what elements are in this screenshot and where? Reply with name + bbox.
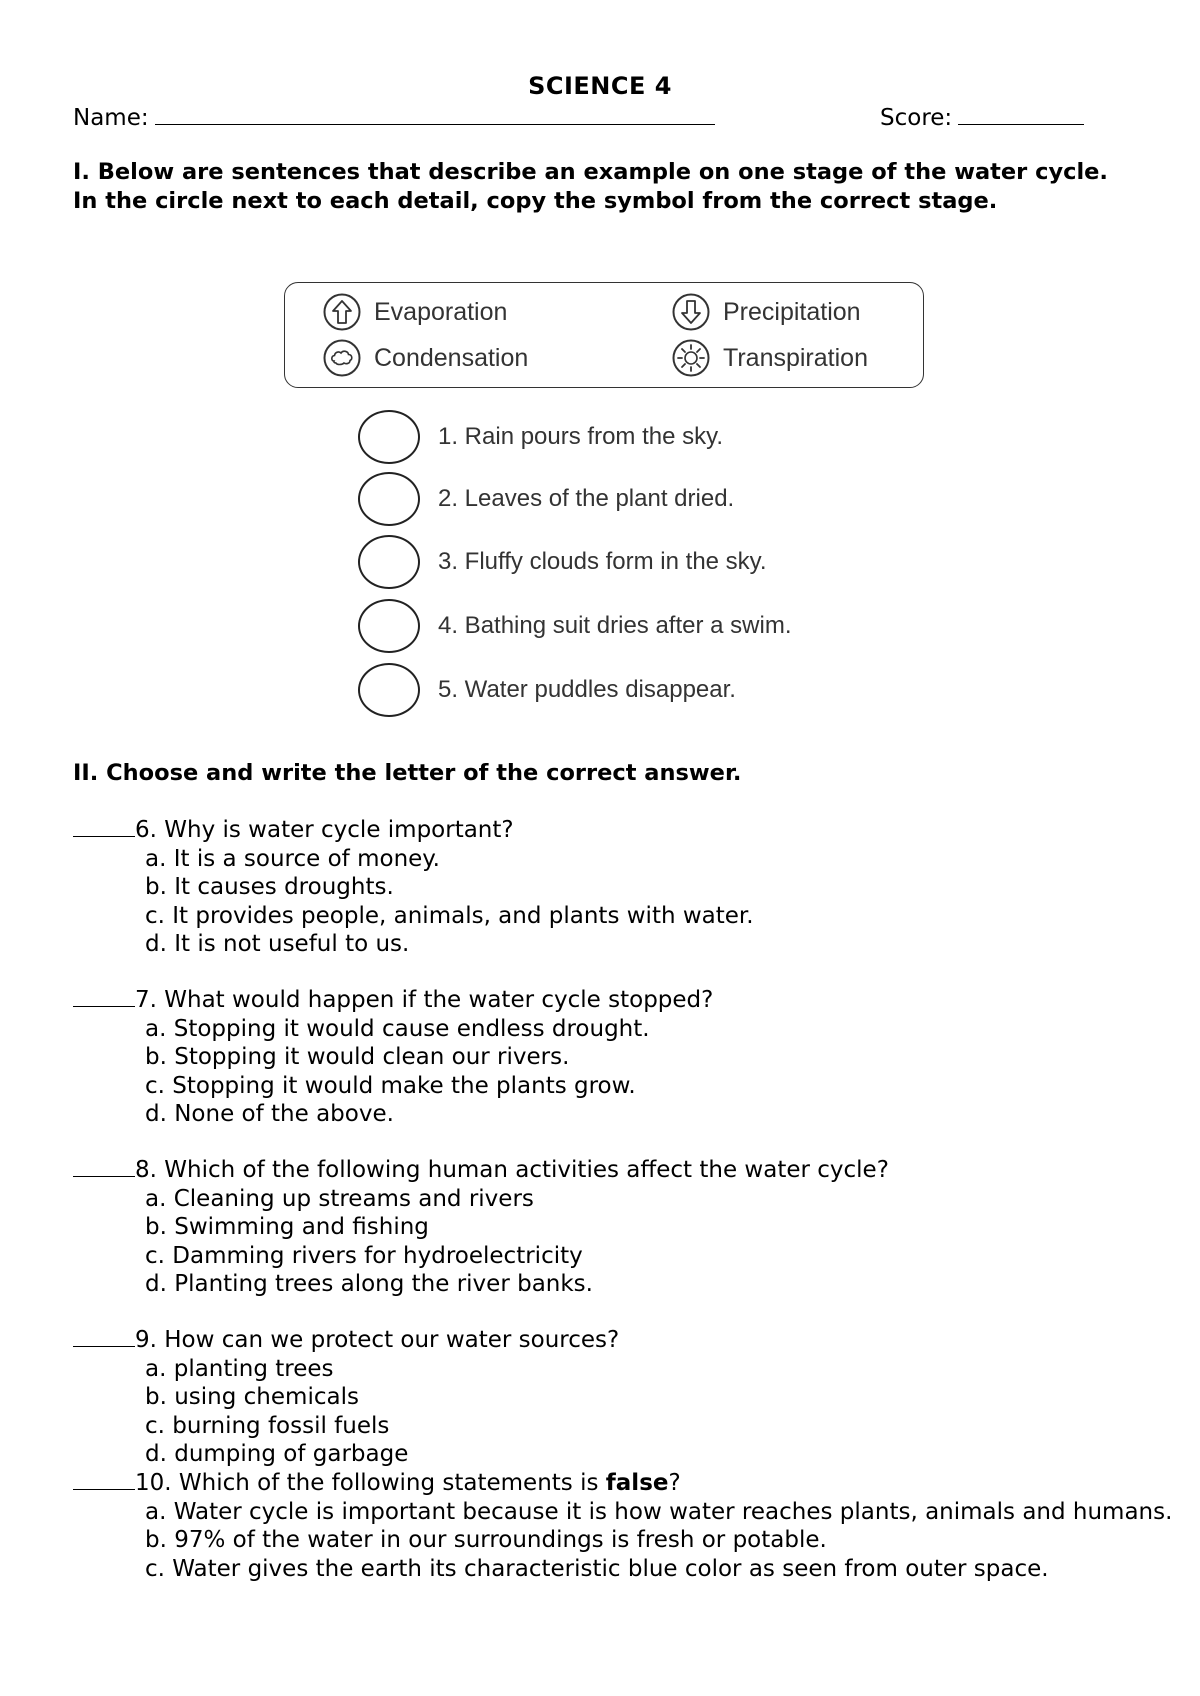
part2-instruction: II. Choose and write the letter of the correct answer.	[73, 760, 742, 786]
score-row	[880, 102, 1084, 131]
answer-circle[interactable]	[358, 410, 420, 464]
stage-item-text: 4. Bathing suit dries after a swim.	[438, 612, 792, 639]
option: b. 97% of the water in our surroundings is fresh or potable.	[145, 1527, 827, 1553]
option: a. Cleaning up streams and rivers	[145, 1185, 534, 1212]
option: d. It is not useful to us.	[145, 931, 410, 957]
option: d. dumping of garbage	[145, 1441, 409, 1467]
answer-circle[interactable]	[358, 663, 420, 717]
legend-transpiration	[672, 339, 868, 377]
question-stem: 6. Why is water cycle important?	[135, 817, 514, 843]
name-blank[interactable]	[155, 102, 715, 125]
question-stem: 7. What would happen if the water cycle stopped?	[135, 987, 714, 1013]
option: a. planting trees	[145, 1355, 334, 1382]
name-label: Name:	[73, 105, 149, 131]
sun-icon	[672, 339, 710, 377]
option: b. Stopping it would clean our rivers.	[145, 1044, 570, 1070]
question-stem: 9. How can we protect our water sources?	[135, 1327, 620, 1353]
part1-instruction: I. Below are sentences that describe an example on one stage of the water cycle. In the circle next to each detail, copy the symbol from the correct stage.	[73, 159, 1108, 214]
question-8	[73, 1156, 889, 1299]
option: a. Water cycle is important because it is how water reaches plants, animals and humans.	[145, 1498, 1173, 1525]
legend-label: Condensation	[374, 343, 529, 372]
name-row	[73, 102, 715, 131]
option: c. Stopping it would make the plants grow.	[145, 1072, 636, 1099]
question-10	[73, 1469, 1195, 1583]
question-7	[73, 986, 713, 1129]
stage-item-text: 2. Leaves of the plant dried.	[438, 485, 735, 512]
down-arrow-icon	[672, 293, 710, 331]
answer-blank[interactable]	[73, 1156, 135, 1177]
stage-item-text: 5. Water puddles disappear.	[438, 676, 736, 703]
option: c. Water gives the earth its characteristic blue color as seen from outer space.	[145, 1555, 1049, 1582]
question-stem: 8. Which of the following human activities affect the water cycle?	[135, 1157, 889, 1183]
stage-item	[358, 472, 734, 526]
option: b. using chemicals	[145, 1384, 359, 1410]
option: b. Swimming and fishing	[145, 1214, 429, 1240]
score-label: Score:	[880, 105, 953, 131]
option: c. burning fossil fuels	[145, 1412, 390, 1439]
option: d. None of the above.	[145, 1101, 394, 1127]
option: a. Stopping it would cause endless drought.	[145, 1015, 650, 1042]
option: a. It is a source of money.	[145, 845, 440, 872]
question-9	[73, 1326, 619, 1469]
stage-item-text: 3. Fluffy clouds form in the sky.	[438, 548, 767, 575]
question-stem-end: ?	[668, 1470, 681, 1496]
answer-blank[interactable]	[73, 1326, 135, 1347]
worksheet-title: SCIENCE 4	[528, 72, 672, 100]
legend-precipitation	[672, 293, 861, 331]
legend-condensation	[323, 339, 528, 377]
cloud-icon	[323, 339, 361, 377]
option: b. It causes droughts.	[145, 874, 394, 900]
legend-label: Transpiration	[723, 343, 868, 372]
symbol-legend	[284, 282, 924, 388]
question-6	[73, 816, 754, 959]
answer-blank[interactable]	[73, 1469, 135, 1490]
answer-circle[interactable]	[358, 535, 420, 589]
question-stem-emphasis: false	[605, 1470, 669, 1496]
legend-label: Precipitation	[723, 297, 861, 326]
score-blank[interactable]	[958, 102, 1084, 125]
answer-circle[interactable]	[358, 599, 420, 653]
answer-circle[interactable]	[358, 472, 420, 526]
stage-item	[358, 535, 767, 589]
option: d. Planting trees along the river banks.	[145, 1271, 593, 1297]
option: c. It provides people, animals, and plants with water.	[145, 902, 754, 929]
stage-item	[358, 410, 723, 464]
option: c. Damming rivers for hydroelectricity	[145, 1242, 583, 1269]
answer-blank[interactable]	[73, 816, 135, 837]
stage-item	[358, 663, 736, 717]
stage-item	[358, 599, 791, 653]
legend-label: Evaporation	[374, 297, 508, 326]
stage-item-text: 1. Rain pours from the sky.	[438, 423, 723, 450]
question-stem: 10. Which of the following statements is	[135, 1470, 606, 1496]
up-arrow-icon	[323, 293, 361, 331]
legend-evaporation	[323, 293, 507, 331]
answer-blank[interactable]	[73, 986, 135, 1007]
